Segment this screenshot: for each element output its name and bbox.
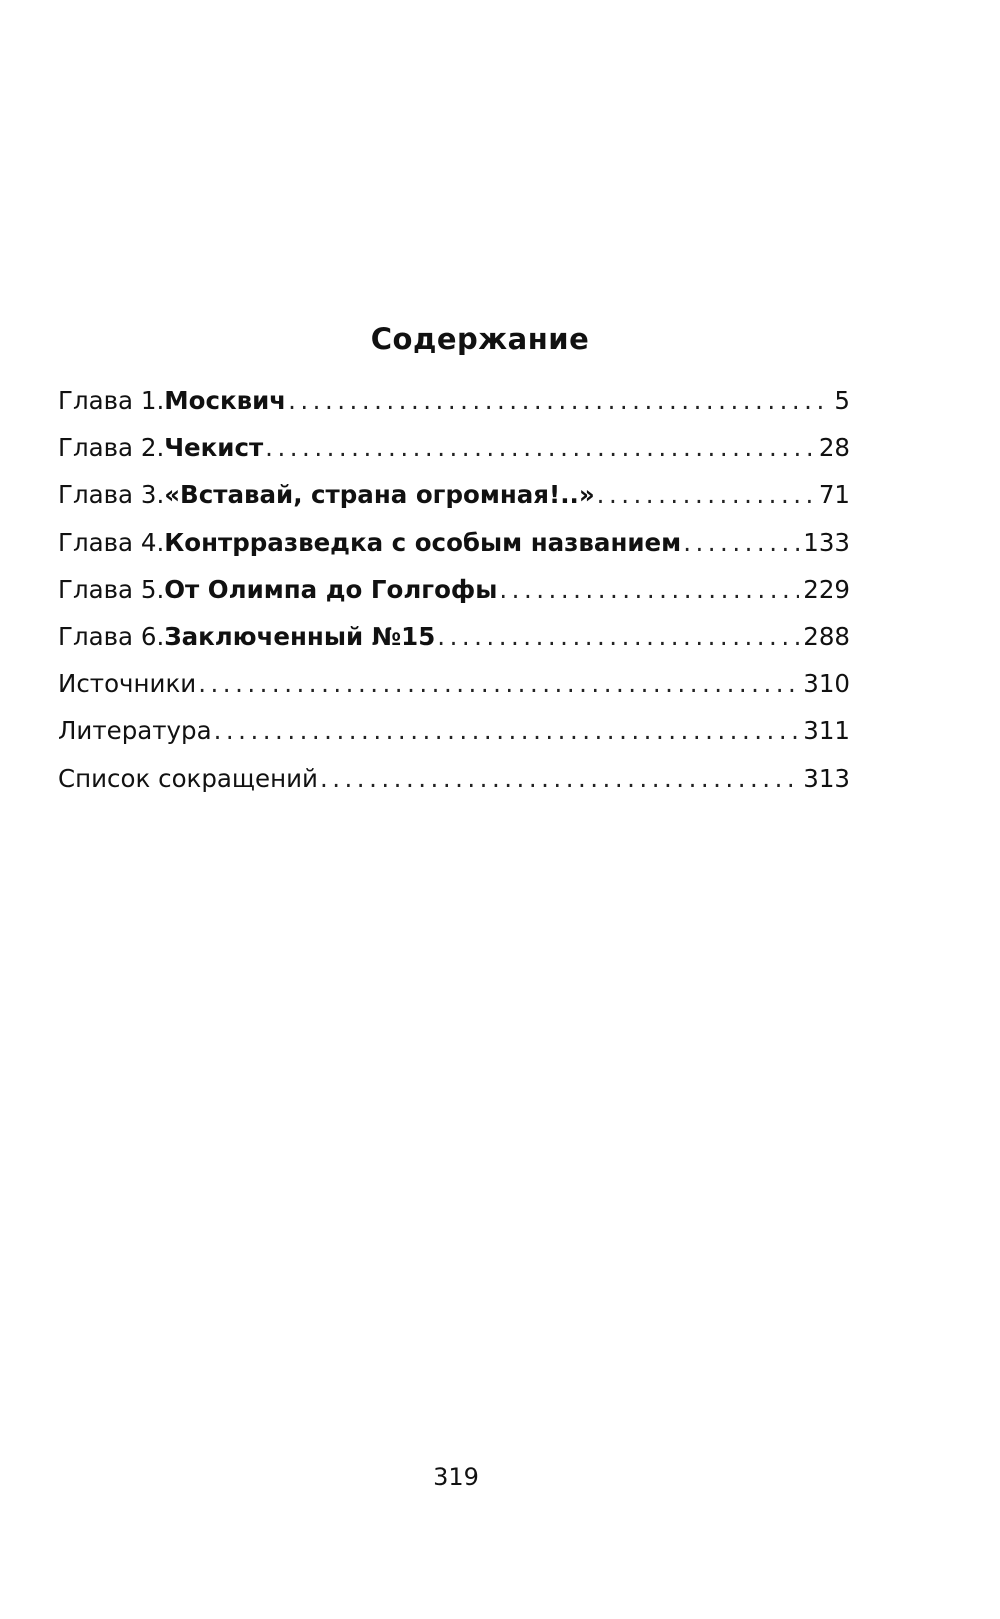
toc-entry-label: Литература [58, 716, 212, 746]
toc-entry-title: «Вставай, страна огромная!..» [164, 480, 595, 510]
dot-leader [198, 669, 799, 698]
toc-entry-page: 28 [818, 433, 850, 463]
toc-entry-page: 288 [803, 621, 850, 651]
toc-entry-chapter-2 [58, 433, 850, 480]
toc-entry-label: Глава 5. [58, 574, 165, 604]
dot-leader [265, 433, 815, 462]
toc-entry-chapter-4 [58, 528, 850, 575]
dot-leader [214, 716, 800, 745]
toc-entry-label: Список сокращений [58, 763, 318, 793]
toc-entry-sources [58, 669, 850, 716]
toc-entry-literature [58, 716, 850, 763]
toc-entry-label: Глава 6. [58, 621, 165, 651]
toc-entry-label: Глава 2. [58, 433, 165, 463]
toc-entry-page: 71 [818, 480, 850, 510]
toc-entry-page: 313 [803, 763, 850, 793]
toc-entry-label: Глава 1. [58, 386, 165, 415]
toc-entry-label: Источники [58, 669, 197, 699]
toc-entry-page: 311 [803, 716, 850, 746]
page-number: 319 [433, 1463, 479, 1491]
toc-entry-title: Контрразведка с особым названием [164, 527, 682, 557]
dot-leader [437, 622, 799, 651]
toc-entry-page: 133 [803, 527, 850, 557]
toc-entry-label: Глава 3. [58, 480, 165, 510]
toc-entry-page: 229 [803, 574, 850, 604]
toc-entry-page: 310 [803, 669, 850, 699]
dot-leader [288, 386, 830, 415]
toc-entry-title: Заключенный №15 [164, 621, 436, 651]
dot-leader [597, 480, 815, 509]
toc-entry-chapter-1 [58, 386, 850, 433]
toc-entry-abbreviations [58, 764, 850, 811]
toc-entry-title: Чекист [164, 433, 264, 463]
table-of-contents [58, 386, 850, 811]
toc-entry-label: Глава 4. [58, 527, 165, 557]
toc-entry-title: Москвич [164, 386, 287, 415]
page-title: Содержание [370, 322, 590, 356]
dot-leader [499, 575, 799, 604]
toc-entry-title: От Олимпа до Голгофы [164, 574, 498, 604]
toc-entry-chapter-6 [58, 622, 850, 669]
toc-entry-chapter-3 [58, 480, 850, 527]
dot-leader [320, 764, 799, 793]
toc-entry-chapter-5 [58, 575, 850, 622]
dot-leader [683, 528, 799, 557]
toc-entry-page: 5 [834, 386, 850, 415]
